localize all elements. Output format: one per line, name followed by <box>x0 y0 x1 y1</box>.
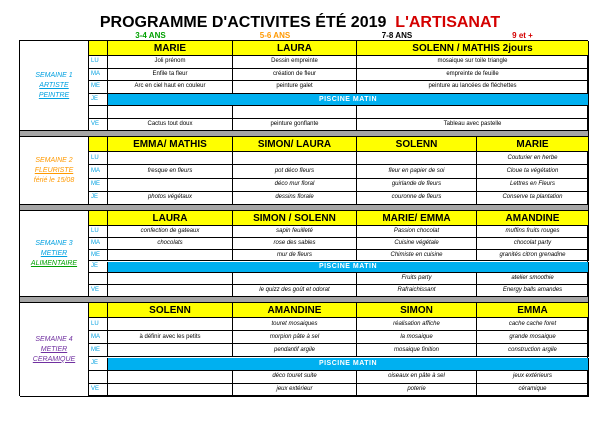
activity-cell: Tableau avec pastelle <box>357 119 589 132</box>
week-separator <box>20 131 589 137</box>
activity-cell: grande mosaique <box>477 331 589 344</box>
activity-cell: granités citron grenadine <box>477 250 589 262</box>
pool-banner: PISCINE MATIN <box>108 94 589 107</box>
week-label-line: SEMAINE 2 <box>35 156 73 164</box>
activity-cell: Passion chocolat <box>357 226 477 238</box>
activity-cell: oiseaux en pâte à sel <box>357 371 477 384</box>
name-row-spacer <box>89 303 108 318</box>
week-label-line: PEINTRE <box>38 91 70 99</box>
week-label-line: ARTISTE <box>39 81 69 89</box>
week-separator <box>20 205 589 211</box>
week-label-line: METIER <box>40 345 68 353</box>
activity-cell: peinture galet <box>233 81 357 94</box>
day-label: VE <box>89 384 108 397</box>
activity-cell <box>108 285 233 297</box>
name-row-spacer <box>89 211 108 226</box>
activity-cell: jeux extérieur <box>233 384 357 397</box>
activity-cell <box>108 273 233 285</box>
activity-cell: Couturier en herbe <box>477 152 589 165</box>
week-label-line: ALIMENTAIRE <box>30 259 78 267</box>
activity-cell: peinture au lancées de fléchettes <box>357 81 589 94</box>
week-label-line: SEMAINE 1 <box>35 71 73 79</box>
activity-cell: le quizz des goût et odorat <box>233 285 357 297</box>
name-row-spacer <box>89 137 108 152</box>
title-main: PROGRAMME D'ACTIVITES ÉTÉ 2019 <box>99 14 387 31</box>
activity-cell: peinture gonflante <box>233 119 357 132</box>
activity-cell: céramique <box>477 384 589 397</box>
activity-cell: mosaique finition <box>357 344 477 357</box>
activity-table <box>19 40 588 396</box>
activity-cell: Cloue ta végétation <box>477 165 589 178</box>
activity-cell: création de fleur <box>233 69 357 82</box>
day-label: VE <box>89 119 108 132</box>
animator-name: LAURA <box>108 211 233 226</box>
day-label: JE <box>89 262 108 274</box>
activity-cell: cache cache foret <box>477 318 589 331</box>
week-label <box>20 137 89 205</box>
day-label: MA <box>89 331 108 344</box>
activity-cell: chocolat party <box>477 238 589 250</box>
activity-cell <box>357 152 477 165</box>
activity-cell: guirlande de fleurs <box>357 179 477 192</box>
week-label-line: METIER <box>40 249 68 257</box>
activity-cell: poterie <box>357 384 477 397</box>
week-label <box>20 303 89 397</box>
activity-cell: à définir avec les petits <box>108 331 233 344</box>
age-group-3: 7-8 ANS <box>381 31 413 40</box>
activity-cell: déco touret suite <box>233 371 357 384</box>
pool-banner: PISCINE MATIN <box>108 358 589 371</box>
animator-name: SOLENN <box>108 303 233 318</box>
pool-banner: PISCINE MATIN <box>108 262 589 274</box>
activity-cell: fleur en papier de soi <box>357 165 477 178</box>
activity-cell: chocolats <box>108 238 233 250</box>
animator-name: LAURA <box>233 41 357 56</box>
activity-cell: morpion pâte à sel <box>233 331 357 344</box>
animator-name: AMANDINE <box>233 303 357 318</box>
day-label: ME <box>89 344 108 357</box>
activity-cell: Enfile ta fleur <box>108 69 233 82</box>
activity-cell: construction argile <box>477 344 589 357</box>
title-sub: L'ARTISANAT <box>395 14 501 31</box>
animator-name: MARIE <box>477 137 589 152</box>
activity-cell <box>108 106 233 119</box>
activity-cell <box>108 371 233 384</box>
day-label: LU <box>89 226 108 238</box>
activity-cell <box>233 106 357 119</box>
activity-cell <box>357 106 589 119</box>
day-label: MA <box>89 69 108 82</box>
page-title <box>0 14 600 32</box>
activity-cell: Joli prénom <box>108 56 233 69</box>
animator-name: EMMA/ MATHIS <box>108 137 233 152</box>
day-label: MA <box>89 238 108 250</box>
day-label: LU <box>89 56 108 69</box>
activity-cell: confection de gateaux <box>108 226 233 238</box>
activity-cell: Conserve ta plantation <box>477 192 589 205</box>
activity-cell <box>108 384 233 397</box>
activity-cell: Cactus tout doux <box>108 119 233 132</box>
activity-cell <box>108 152 233 165</box>
day-label: ME <box>89 250 108 262</box>
week-separator <box>20 297 589 303</box>
activity-cell: atelier smoothie <box>477 273 589 285</box>
activity-cell: Rafraichissant <box>357 285 477 297</box>
age-group-2: 5-6 ANS <box>259 31 291 40</box>
animator-name: SIMON <box>357 303 477 318</box>
day-label <box>89 273 108 285</box>
activity-cell: Chimiste en cuisine <box>357 250 477 262</box>
day-label: JE <box>89 358 108 371</box>
animator-name: EMMA <box>477 303 589 318</box>
animator-name: SIMON/ LAURA <box>233 137 357 152</box>
week-label-line: férié le 15/08 <box>33 176 75 184</box>
week-label-line: SEMAINE 4 <box>35 335 73 343</box>
activity-cell: Dessin empreinte <box>233 56 357 69</box>
week-label <box>20 211 89 297</box>
activity-cell: Energy balls amandes <box>477 285 589 297</box>
activity-cell: rose des sables <box>233 238 357 250</box>
activity-cell: Fruits party <box>357 273 477 285</box>
day-label: ME <box>89 81 108 94</box>
animator-name: SOLENN / MATHIS 2jours <box>357 41 589 56</box>
activity-cell: empreinte de feuille <box>357 69 589 82</box>
week-label-line: CERAMIQUE <box>32 355 76 363</box>
activity-cell: Arc en ciel haut en couleur <box>108 81 233 94</box>
day-label: VE <box>89 285 108 297</box>
activity-cell: dessins florale <box>233 192 357 205</box>
activity-cell: fresque en fleurs <box>108 165 233 178</box>
age-group-1: 3-4 ANS <box>135 31 166 40</box>
activity-cell: Lettres en Fleurs <box>477 179 589 192</box>
week-label-line: FLEURISTE <box>34 166 74 174</box>
activity-cell: déco mur floral <box>233 179 357 192</box>
activity-cell: sapin feuilleté <box>233 226 357 238</box>
activity-cell <box>233 273 357 285</box>
day-label <box>89 106 108 119</box>
day-label: MA <box>89 165 108 178</box>
activity-cell <box>233 152 357 165</box>
animator-name: SIMON / SOLENN <box>233 211 357 226</box>
animator-name: MARIE/ EMMA <box>357 211 477 226</box>
activity-cell: muffins fruits rouges <box>477 226 589 238</box>
day-label: LU <box>89 318 108 331</box>
activity-cell: jeux extérieurs <box>477 371 589 384</box>
activity-cell: Cuisine végétale <box>357 238 477 250</box>
day-label: JE <box>89 94 108 107</box>
activity-cell: réalisation affiche <box>357 318 477 331</box>
activity-cell <box>108 179 233 192</box>
activity-cell: mosaique sur toile triangle <box>357 56 589 69</box>
activity-cell: photos végétaux <box>108 192 233 205</box>
day-label: LU <box>89 152 108 165</box>
age-group-4: 9 et + <box>512 31 533 40</box>
day-label: ME <box>89 179 108 192</box>
day-label <box>89 371 108 384</box>
activity-cell: pendantif argile <box>233 344 357 357</box>
activity-cell <box>108 344 233 357</box>
animator-name: MARIE <box>108 41 233 56</box>
week-label-line: SEMAINE 3 <box>35 239 73 247</box>
activity-cell: mur de fleurs <box>233 250 357 262</box>
animator-name: SOLENN <box>357 137 477 152</box>
activity-cell: la mosaique <box>357 331 477 344</box>
activity-cell: couronne de fleurs <box>357 192 477 205</box>
name-row-spacer <box>89 41 108 56</box>
day-label: JE <box>89 192 108 205</box>
week-label <box>20 41 89 131</box>
animator-name: AMANDINE <box>477 211 589 226</box>
activity-cell: pot déco fleurs <box>233 165 357 178</box>
activity-cell <box>108 318 233 331</box>
activity-cell: touret mosaiques <box>233 318 357 331</box>
activity-cell <box>108 250 233 262</box>
